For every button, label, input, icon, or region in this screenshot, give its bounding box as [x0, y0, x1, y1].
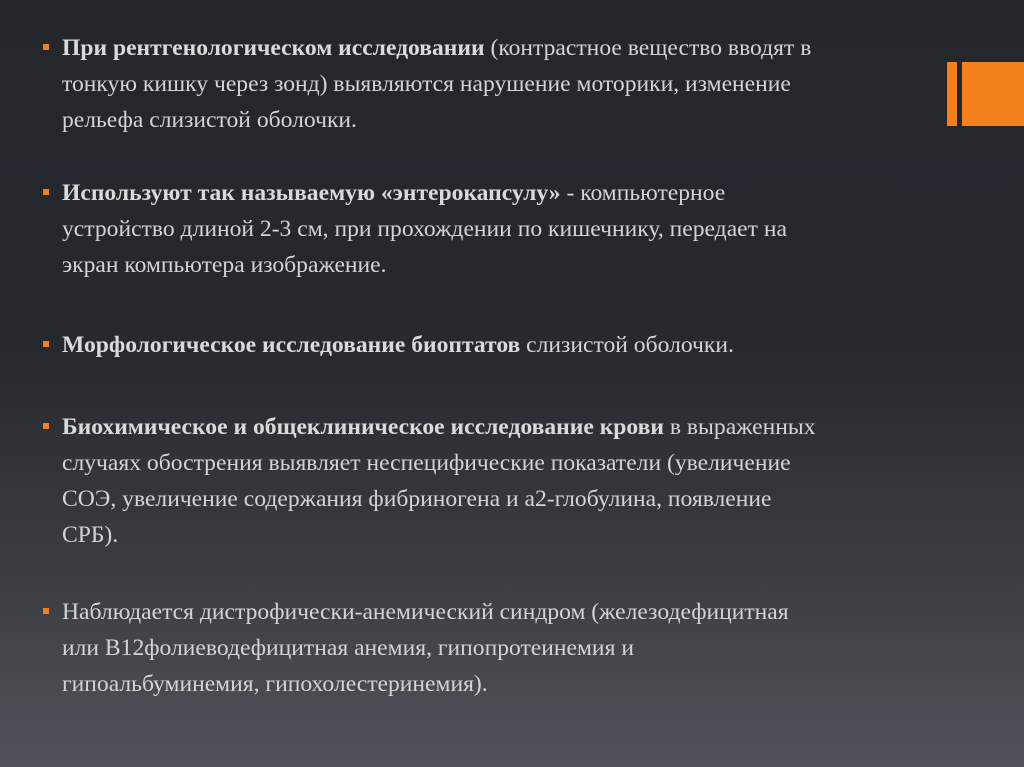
bullet-line: Наблюдается дистрофически-анемический синдром (железодефицитная — [62, 599, 789, 625]
bullet-marker — [43, 341, 49, 347]
bullet-line: гипоальбуминемия, гипохолестеринемия). — [62, 671, 488, 697]
bullet-line: СРБ). — [62, 522, 119, 548]
bullet-line: устройство длиной 2-3 см, при прохождении по кишечнику, передает на — [62, 216, 787, 242]
bullet-line: СОЭ, увеличение содержания фибриногена и а2-глобулина, появление — [62, 486, 772, 512]
bullet-marker — [43, 423, 49, 429]
bullet-item — [62, 175, 967, 283]
bullet-text: (контрастное вещество вводят в — [484, 35, 812, 61]
bullet-bold-text: Биохимическое и общеклиническое исследование крови — [62, 414, 664, 440]
bullet-item — [62, 409, 967, 553]
bullet-line — [62, 409, 967, 445]
bullet-line — [62, 327, 967, 363]
bullet-line: или В12фолиеводефицитная анемия, гипопротеинемия и — [62, 635, 634, 661]
bullet-line: случаях обострения выявляет неспецифические показатели (увеличение — [62, 450, 791, 476]
bullet-line: экран компьютера изображение. — [62, 252, 387, 278]
bullet-line — [62, 30, 967, 66]
bullet-line: тонкую кишку через зонд) выявляются нарушение моторики, изменение — [62, 71, 791, 97]
bullet-item — [62, 594, 967, 702]
bullet-bold-text: При рентгенологическом исследовании — [62, 35, 485, 61]
bullet-bold-text: Морфологическое исследование биоптатов — [62, 332, 521, 358]
bullet-marker — [43, 189, 49, 195]
bullet-bold-text: Используют так называемую «энтерокапсулу» — [62, 180, 561, 206]
bullet-item — [62, 327, 967, 363]
bullet-line — [62, 175, 967, 211]
bullet-marker — [43, 44, 49, 50]
bullet-marker — [43, 608, 49, 614]
bullet-item — [62, 30, 967, 138]
bullet-text: в выраженных — [663, 414, 816, 440]
bullet-text: слизистой оболочки. — [520, 332, 734, 358]
bullet-line: рельефа слизистой оболочки. — [62, 107, 357, 133]
bullet-text: - компьютерное — [560, 180, 726, 206]
